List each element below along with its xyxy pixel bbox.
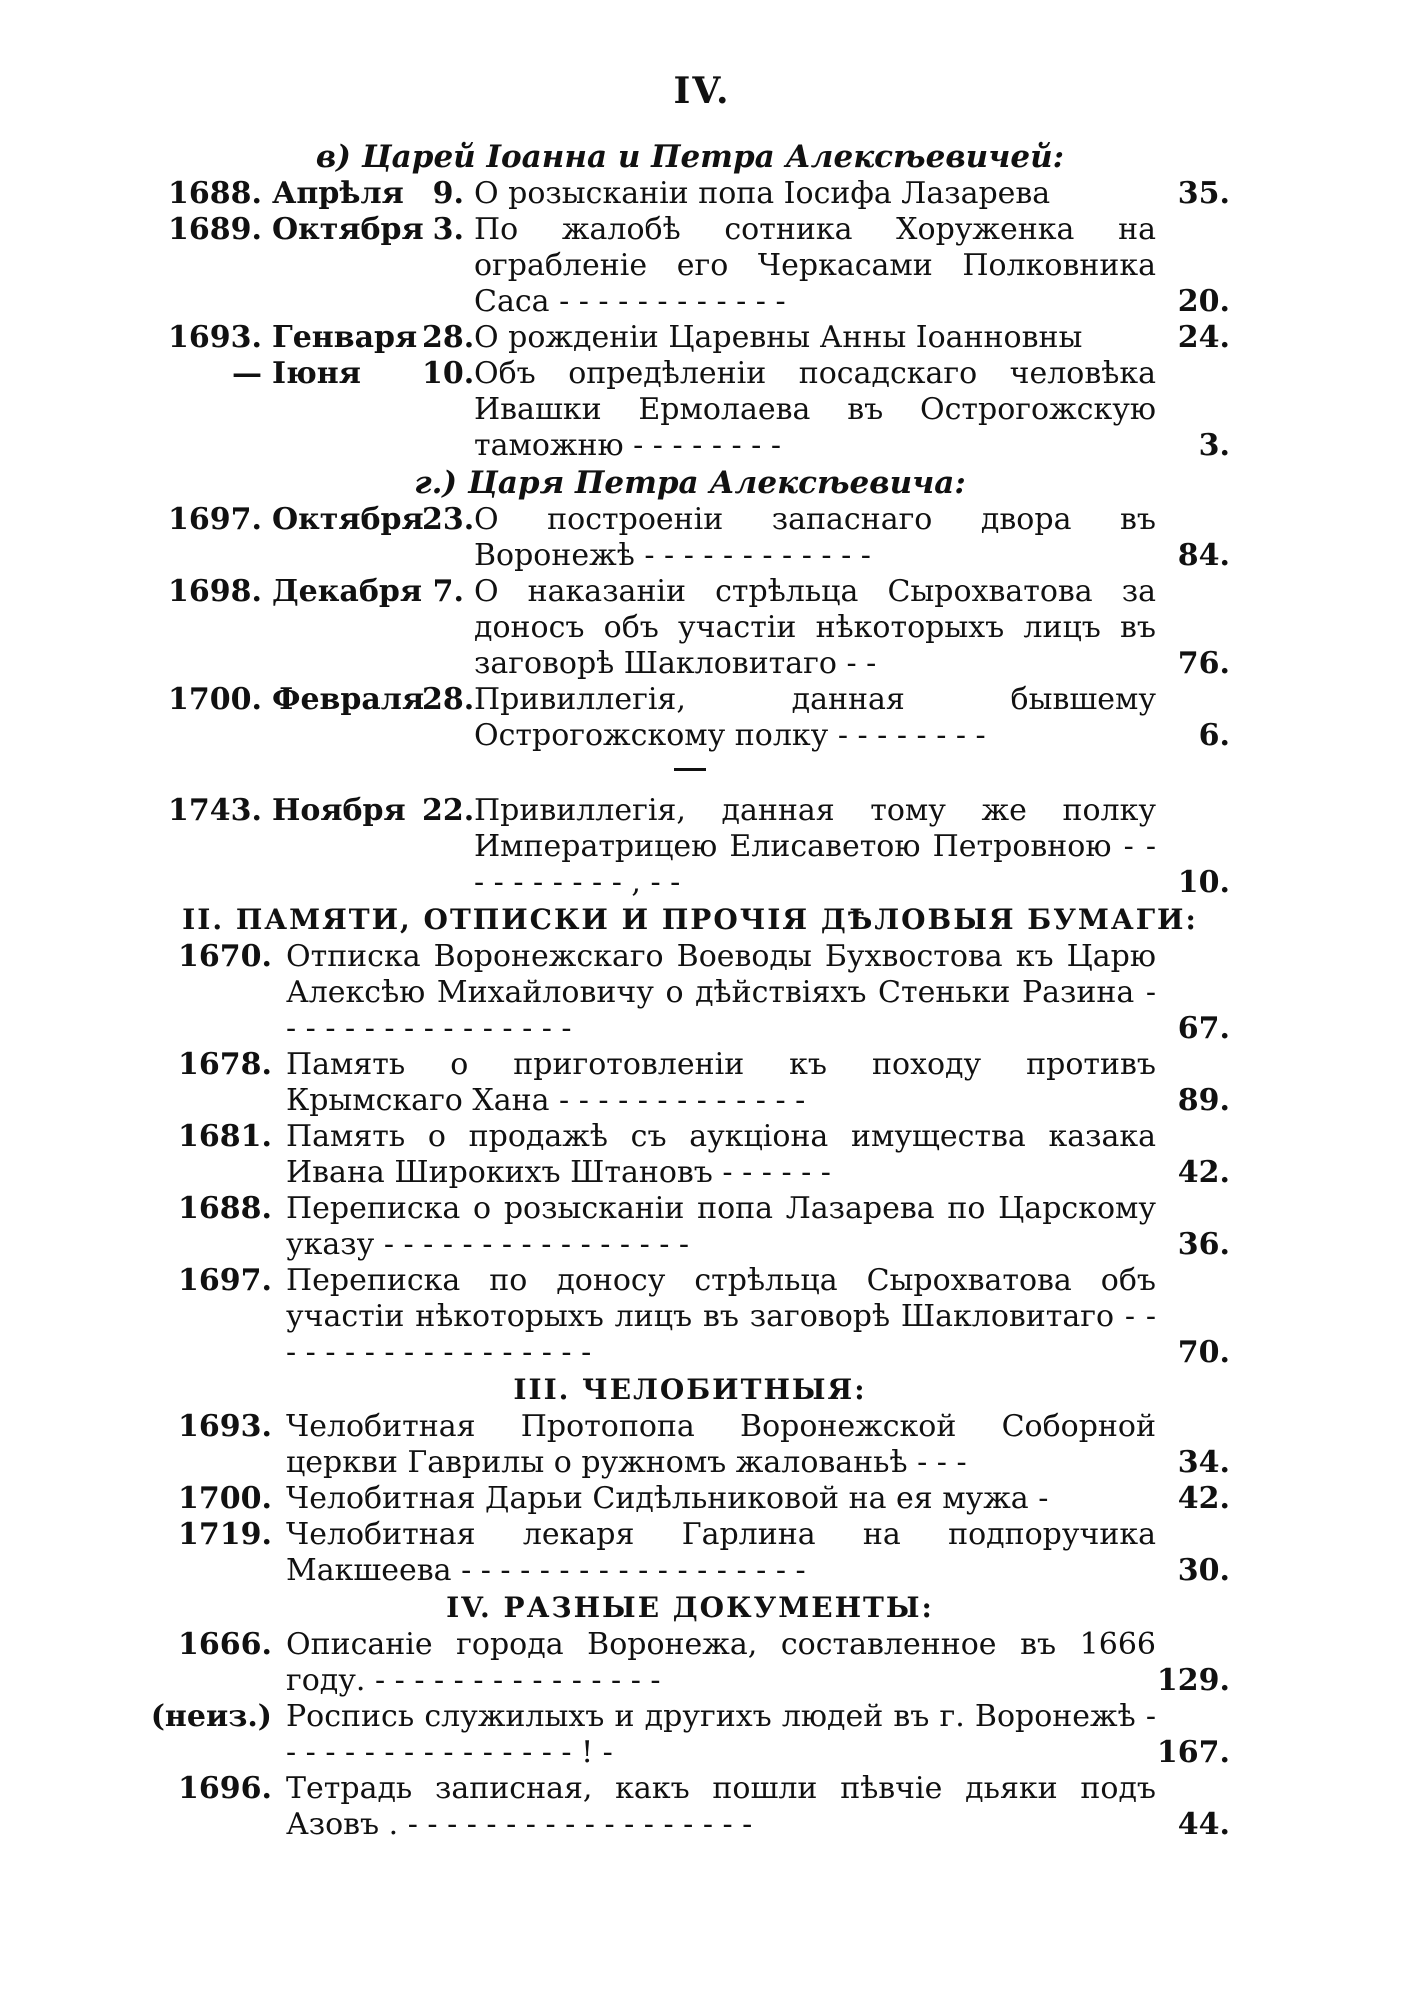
list-item bbox=[150, 793, 1230, 901]
entry-title: Переписка о розысканіи попа Лазарева по Царскому указу - - - - - - - - - - - - - - - - bbox=[286, 1191, 1156, 1262]
entry-page: 67. bbox=[1177, 1011, 1230, 1046]
list-item bbox=[150, 1409, 1230, 1481]
entry-month: Генваря bbox=[272, 320, 418, 355]
section-ii-list bbox=[150, 939, 1230, 1371]
entry-title: О рожденіи Царевны Анны Іоанновны bbox=[474, 320, 1083, 355]
entry-page: 3. bbox=[1198, 428, 1230, 463]
list-item bbox=[150, 356, 1230, 464]
entry-day: 22. bbox=[422, 793, 475, 828]
section-divider bbox=[674, 768, 706, 771]
entry-title: Челобитная Протопопа Воронежской Соборной церкви Гаврилы о ружномъ жалованьѣ - - - bbox=[286, 1409, 1156, 1480]
entry-year: 1688. bbox=[168, 176, 262, 211]
entry-year: 1697. bbox=[178, 1263, 272, 1298]
entry-month: Октября bbox=[272, 502, 424, 537]
section-ii-heading: II. ПАМЯТИ, ОТПИСКИ И ПРОЧІЯ ДѢЛОВЫЯ БУМАГИ: bbox=[182, 903, 1198, 936]
section-v-heading: в) Царей Іоанна и Петра Алексѣевичей: bbox=[315, 139, 1065, 175]
entry-page: 42. bbox=[1177, 1155, 1230, 1190]
entry-month: Октября bbox=[272, 212, 424, 247]
entry-page: 89. bbox=[1177, 1083, 1230, 1118]
entry-title: Роспись служилыхъ и другихъ людей въ г. Воронежѣ - - - - - - - - - - - - - - - - ! - bbox=[286, 1699, 1156, 1770]
list-item bbox=[150, 1627, 1230, 1699]
entry-year: 1688. bbox=[178, 1191, 272, 1226]
entry-year: (неиз.) bbox=[150, 1699, 272, 1734]
entry-title: Привиллегія, данная бывшему Острогожскому полку - - - - - - - - bbox=[474, 682, 1156, 753]
entry-title: Переписка по доносу стрѣльца Сырохватова объ участіи нѣкоторыхъ лицъ въ заговорѣ Шакловитаго - - - - - - - - - - - - - - - - - - bbox=[286, 1263, 1156, 1370]
entry-title: Отписка Воронежскаго Воеводы Бухвостова къ Царю Алексѣю Михайловичу о дѣйствіяхъ Стеньки Разина - - - - - - - - - - - - - - - - bbox=[286, 939, 1156, 1046]
list-item bbox=[150, 574, 1230, 682]
entry-year: 1696. bbox=[178, 1771, 272, 1806]
entry-year: 1666. bbox=[178, 1627, 272, 1662]
entry-page: 42. bbox=[1177, 1481, 1230, 1516]
entry-year: 1700. bbox=[178, 1481, 272, 1516]
entry-page: 70. bbox=[1177, 1335, 1230, 1370]
entry-day: 3. bbox=[432, 212, 464, 247]
entry-year: 1698. bbox=[168, 574, 262, 609]
entry-year: 1681. bbox=[178, 1119, 272, 1154]
entry-year: 1700. bbox=[168, 682, 262, 717]
section-iv-list bbox=[150, 1627, 1230, 1843]
entry-month: Февраля bbox=[272, 682, 425, 717]
entry-page: 30. bbox=[1177, 1553, 1230, 1588]
list-item bbox=[150, 1119, 1230, 1191]
entry-title: Челобитная лекаря Гарлина на подпоручика Макшеева - - - - - - - - - - - - - - - - - - bbox=[286, 1517, 1156, 1588]
entry-month: Іюня bbox=[272, 356, 361, 391]
entry-page: 44. bbox=[1177, 1807, 1230, 1842]
list-item bbox=[150, 1699, 1230, 1771]
entry-year: 1719. bbox=[178, 1517, 272, 1552]
list-item bbox=[150, 320, 1230, 356]
entry-month: Ноября bbox=[272, 793, 406, 828]
list-item bbox=[150, 212, 1230, 320]
entry-page: 10. bbox=[1177, 865, 1230, 900]
entry-title: О розысканіи попа Іосифа Лазарева bbox=[474, 176, 1051, 211]
entry-title: Описаніе города Воронежа, составленное въ 1666 году. - - - - - - - - - - - - - - - bbox=[286, 1627, 1156, 1698]
entry-page: 76. bbox=[1177, 646, 1230, 681]
list-item bbox=[150, 1481, 1230, 1517]
entry-month: Апрѣля bbox=[272, 176, 404, 211]
list-item bbox=[150, 1047, 1230, 1119]
section-g-heading: г.) Царя Петра Алексѣевича: bbox=[414, 465, 966, 501]
section-g-extra-list bbox=[150, 793, 1230, 901]
section-iv-heading: IV. РАЗНЫЕ ДОКУМЕНТЫ: bbox=[446, 1591, 934, 1624]
entry-page: 24. bbox=[1177, 320, 1230, 355]
list-item bbox=[150, 176, 1230, 212]
section-iii-heading: III. ЧЕЛОБИТНЫЯ: bbox=[513, 1373, 867, 1406]
entry-page: 84. bbox=[1177, 538, 1230, 573]
entry-year: 1697. bbox=[168, 502, 262, 537]
entry-day: 9. bbox=[432, 176, 464, 211]
entry-year: 1693. bbox=[178, 1409, 272, 1444]
entry-title: О наказаніи стрѣльца Сырохватова за доносъ объ участіи нѣкоторыхъ лицъ въ заговорѣ Шакловитаго - - bbox=[474, 574, 1156, 681]
entry-title: О построеніи запаснаго двора въ Воронежѣ - - - - - - - - - - - - bbox=[474, 502, 1156, 573]
entry-day: 28. bbox=[422, 682, 475, 717]
entry-title: Тетрадь записная, какъ пошли пѣвчіе дьяки подъ Азовъ . - - - - - - - - - - - - - - - - - - bbox=[286, 1771, 1156, 1842]
entry-title: Память о продажѣ съ аукціона имущества казака Ивана Широкихъ Штановъ - - - - - - bbox=[286, 1119, 1156, 1190]
section-v-list bbox=[150, 176, 1230, 464]
list-item bbox=[150, 1263, 1230, 1371]
entry-day: 28. bbox=[422, 320, 475, 355]
entry-year: 1693. bbox=[168, 320, 262, 355]
entry-page: 6. bbox=[1198, 718, 1230, 753]
entry-page: 36. bbox=[1177, 1227, 1230, 1262]
entry-title: Челобитная Дарьи Сидѣльниковой на ея мужа - bbox=[286, 1481, 1049, 1516]
entry-day: 7. bbox=[432, 574, 464, 609]
list-item bbox=[150, 502, 1230, 574]
entry-year: 1689. bbox=[168, 212, 262, 247]
entry-title: Объ опредѣленіи посадскаго человѣка Ивашки Ермолаева въ Острогожскую таможню - - - - - - - - bbox=[474, 356, 1156, 463]
list-item bbox=[150, 1517, 1230, 1589]
entry-page: 35. bbox=[1177, 176, 1230, 211]
entry-year: 1678. bbox=[178, 1047, 272, 1082]
entry-page: 167. bbox=[1156, 1735, 1230, 1770]
list-item bbox=[150, 939, 1230, 1047]
entry-month: Декабря bbox=[272, 574, 423, 609]
entry-year: — bbox=[232, 356, 262, 391]
entry-year: 1743. bbox=[168, 793, 262, 828]
page-number: IV. bbox=[673, 70, 731, 112]
entry-year: 1670. bbox=[178, 939, 272, 974]
list-item bbox=[150, 682, 1230, 754]
table-of-contents bbox=[150, 138, 1230, 1843]
list-item bbox=[150, 1771, 1230, 1843]
entry-title: Привиллегія, данная тому же полку Императрицею Елисаветою Петровною - - - - - - - - - - , - - bbox=[474, 793, 1156, 900]
entry-day: 23. bbox=[422, 502, 475, 537]
entry-title: По жалобѣ сотника Хоруженка на ограбленіе его Черкасами Полковника Саса - - - - - - - - - - - - bbox=[474, 212, 1156, 319]
section-g-list bbox=[150, 502, 1230, 754]
entry-title: Память о приготовленіи къ походу противъ Крымскаго Хана - - - - - - - - - - - - - bbox=[286, 1047, 1156, 1118]
entry-page: 20. bbox=[1177, 284, 1230, 319]
section-iii-list bbox=[150, 1409, 1230, 1589]
entry-day: 10. bbox=[422, 356, 475, 391]
entry-page: 129. bbox=[1156, 1663, 1230, 1698]
list-item bbox=[150, 1191, 1230, 1263]
entry-page: 34. bbox=[1177, 1445, 1230, 1480]
